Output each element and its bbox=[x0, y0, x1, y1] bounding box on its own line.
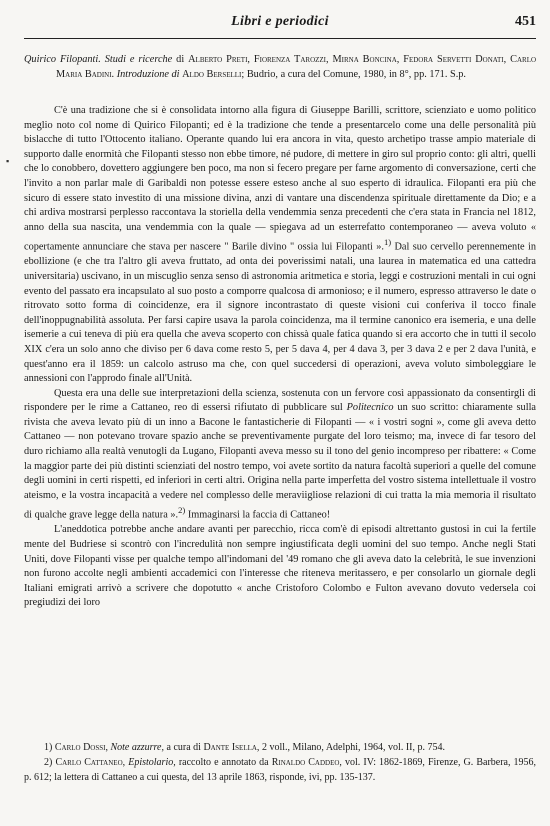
paragraph-2-text-a: Questa era una delle sue interpretazioni della scienza, sostenuta con un fervore così appassionato da consentirgli di rispondere per le rime a Cattaneo, reo di essersi rifiutato di pubblicare sul bbox=[24, 387, 536, 414]
footnote-2 bbox=[24, 755, 536, 785]
citation-publication: Budrio, a cura del Comune, 1980, in 8°, pp. 171. S.p. bbox=[246, 69, 466, 80]
paragraph-1 bbox=[24, 104, 536, 387]
footnote-2-title: Epistolario, bbox=[128, 757, 176, 768]
footnote-1 bbox=[24, 740, 536, 755]
citation-author: Quirico Filopanti. bbox=[24, 54, 101, 65]
footnote-ref-1: 1) bbox=[383, 237, 392, 248]
footnote-2-author: Carlo Cattaneo, bbox=[55, 757, 126, 768]
footnote-2-mid: raccolto e annotato da bbox=[178, 757, 269, 768]
review-body bbox=[24, 104, 536, 611]
margin-mark: ▪ bbox=[6, 156, 10, 166]
bibliographic-citation bbox=[24, 52, 536, 82]
paragraph-3: L'aneddotica potrebbe anche andare avanti per parecchio, ricca com'è di episodi altrettanto gustosi in cui la fertile mente del Budriese si scontrò con l'incredulità non sempre ingiustificata degli uomini del suo tempo. Anche negli Stati Uniti, dove Filopanti visse per qualche tempo all'indomani del '49 romano che gli aveva dato la celebrità, le sue invenzioni non furono accolte negli ambienti accademici con l'interesse che riteneva meritassero, e per consolarlo un giornale degli Italiani emigrati arrivò a scrivere che dopotutto « anche Cristoforo Colombo e Fulton avevano dovuto vedersela coi pregiudizi dei loro bbox=[24, 524, 536, 609]
paragraph-1-text-a: C'è una tradizione che si è consolidata intorno alla figura di Giuseppe Barilli, scrittore, scienziato e uomo politico meglio noto col nome di Quirico Filopanti; ed è la tradizione che tende a presentarcelo come una delle personalità più bislacche di tutto l'Ottocento italiano. Operante quando lui era ancora in vita, questo archetipo trasse ampio materiale di supporto dalle enormità che Filopanti stesso non ebbe timore, né pudore, di mettere in giro sul proprio conto: gli altri, quelli che lo conobbero, dovettero aggiungere ben poco, ma non si fecero pregare per farne argomento di conversazione, certi che l'invito a non parlar male di Garibaldi non potesse essere esteso anche al suo esperto di idraulica. Filopanti era più che sicuro di essere stato investito di una missione divina, anzi di vantare una discendenza spirituale direttamente da Dio; e a chi ardiva mostrarsi perplesso raccontava la storiella della vendemmia senza precedenti che c'era stata in Francia nel 1812, anno della sua nascita, una vendemmia con la quale — spiegava ad un esterrefatto contemporaneo — aveva voluto « copertamente annunciare che stava per nascere " Barile divino " ossia lui Filopanti ». bbox=[24, 105, 536, 253]
footnote-1-author: Carlo Dossi, bbox=[54, 742, 108, 753]
citation-title: Studi e ricerche bbox=[104, 54, 173, 65]
paragraph-2 bbox=[24, 387, 536, 524]
footnote-1-mid: a cura di bbox=[166, 742, 201, 753]
footnote-1-number: 1) bbox=[44, 742, 53, 753]
citation-by: di bbox=[176, 54, 185, 65]
footnotes bbox=[24, 740, 536, 785]
page-header bbox=[24, 12, 536, 39]
page-number: 451 bbox=[515, 14, 536, 29]
footnote-ref-2: 2) bbox=[178, 505, 186, 516]
footnote-2-rest: vol. IV: 1862-1869, Firenze, G. Barbera, 1956, p. 612; la lettera di Cattaneo a cui questa, del 13 aprile 1863, risponde, ivi, pp. 135-137. bbox=[24, 757, 537, 783]
paragraph-1-text-b: Dal suo cervello perennemente in ebollizione (e che tra l'altro gli aveva fruttato, ad onta dei poverissimi natali, una laurea in matematica ed una cattedra universitaria) uscivano, in un miscuglio senza senso di astronomia aritmetica e storia, leggi e costruzioni mentali in cui ogni evento del passato era incapsulato al suo posto a comporre qualcosa di armonioso; e il numero, espresso attraverso le date o ritrovato sotto forma di coincidenze, era il signore incontrastato di queste visioni cui conferiva il tocco finale dell'inoppugnabilità assoluta. Per farsi capire usava la parola coincidenza, ma il termine canonico era isemeria, e una delle isemerie a cui teneva di più era quella che aveva scoperto con chissà quale fatica quando si era accorto che in tutti il secolo XIX c'era un solo anno che diviso per 6 dava come resto 5, per 5 dava 4, per 4 dava 3, per 3 dava 2 e per 2 dava l'unità, e quest'anno era il 1859: un calcolo astruso ma che, con quel succedersi di operazioni, aveva voluto simboleggiare le annessioni con l'approdo finale all'Unità. bbox=[24, 241, 536, 385]
citation-editors: Alberto Preti, Fiorenza Tarozzi, Mirna Boncina, Fedora Servetti Donati, Carlo Maria Badini. bbox=[56, 54, 537, 80]
citation-intro-label: Introduzione di bbox=[116, 69, 180, 80]
journal-title: Politecnico bbox=[346, 402, 394, 414]
paragraph-2-text-c: Immaginarsi la faccia di Cattaneo! bbox=[185, 509, 331, 521]
footnote-1-rest: 2 voll., Milano, Adelphi, 1964, vol. II, p. 754. bbox=[261, 742, 445, 753]
running-title: Libri e periodici bbox=[231, 14, 329, 29]
footnote-2-number: 2) bbox=[44, 757, 53, 768]
footnote-1-editor: Dante Isella, bbox=[203, 742, 260, 753]
paragraph-2-text-b: un suo scritto: chiaramente sulla rivista che aveva levato più di un inno a Bacone le fantasticherie di Filopanti — « i vostri sogni », come gli aveva detto Cattaneo — non potevano trovare spazio anche se preventivamente purgate del loro teismo; ma, invece di far tesoro del duro richiamo alla realtà venutogli da Lugano, Filopanti aveva messo su il tono del genio incompreso per ribattere: « Come la maggior parte dei più distinti scienziati del nostro tempo, voi avete sortito da natura facoltà superiori a quelle del comune degli uomini in certi rispetti, ed inferiori in certi altri. Origina nella parte imperfetta del vostro sistema intellettuale il vostro ateismo, e la vostra incapacità a vedere nel complesso delle meraviigliose relazioni di cui tratta la mia memoria il risultato di qualche grave legge della natura ». bbox=[24, 402, 536, 521]
footnote-1-title: Note azzurre, bbox=[110, 742, 164, 753]
footnote-2-editor: Rinaldo Caddeo, bbox=[271, 757, 342, 768]
citation-intro-author: Aldo Berselli; bbox=[182, 69, 245, 80]
